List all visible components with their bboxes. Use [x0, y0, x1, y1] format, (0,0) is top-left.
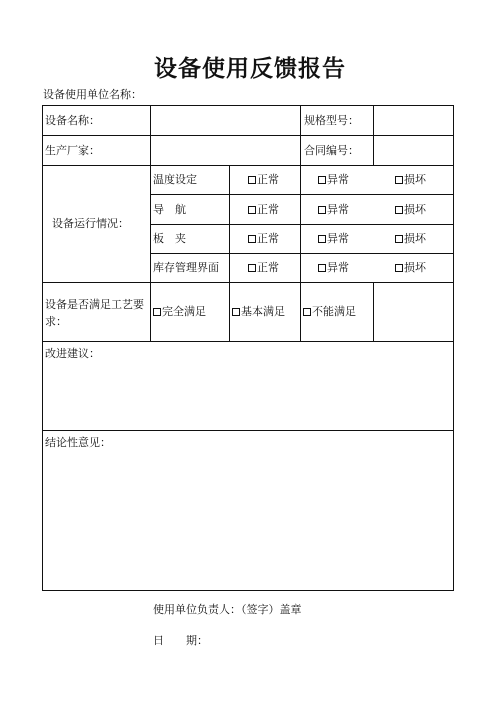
option-abnormal[interactable]: 异常 [318, 173, 349, 187]
unit-name-label: 设备使用单位名称： [43, 88, 142, 101]
option-normal[interactable]: 正常 [248, 173, 279, 187]
option-does-not-meet[interactable]: 不能满足 [303, 305, 356, 319]
option-fully-meets[interactable]: 完全满足 [153, 305, 206, 319]
page-title: 设备使用反馈报告 [154, 56, 346, 82]
option-damaged[interactable]: 损坏 [395, 261, 426, 275]
responsible-signature-label: 使用单位负责人：（签字）盖章 [153, 603, 302, 616]
checkbox-icon[interactable] [232, 308, 240, 316]
model-label: 规格型号： [304, 114, 359, 127]
device-name-label: 设备名称： [45, 114, 100, 127]
checkbox-icon[interactable] [248, 264, 256, 272]
checkbox-icon[interactable] [318, 235, 326, 243]
conclusion-label: 结论性意见： [45, 436, 111, 449]
checkbox-icon[interactable] [318, 176, 326, 184]
suggestion-label: 改进建议： [45, 347, 100, 360]
operation-item-navigation: 导 航 [153, 203, 186, 216]
operation-item-plate-clamp: 板 夹 [153, 232, 186, 245]
operation-label: 设备运行情况： [52, 217, 129, 230]
checkbox-icon[interactable] [395, 235, 403, 243]
option-basically-meets[interactable]: 基本满足 [232, 305, 285, 319]
manufacturer-label: 生产厂家： [45, 144, 100, 157]
checkbox-icon[interactable] [395, 176, 403, 184]
option-normal[interactable]: 正常 [248, 232, 279, 246]
option-damaged[interactable]: 损坏 [395, 232, 426, 246]
option-damaged[interactable]: 损坏 [395, 173, 426, 187]
option-normal[interactable]: 正常 [248, 261, 279, 275]
option-abnormal[interactable]: 异常 [318, 203, 349, 217]
checkbox-icon[interactable] [395, 206, 403, 214]
contract-no-label: 合同编号： [304, 144, 359, 157]
requirements-label: 设备是否满足工艺要求： [45, 298, 144, 328]
operation-item-inventory-ui: 库存管理界面 [153, 261, 219, 274]
checkbox-icon[interactable] [248, 176, 256, 184]
operation-item-temperature: 温度设定 [153, 173, 197, 186]
checkbox-icon[interactable] [248, 235, 256, 243]
checkbox-icon[interactable] [248, 206, 256, 214]
checkbox-icon[interactable] [318, 206, 326, 214]
date-label: 日 期： [153, 634, 208, 647]
checkbox-icon[interactable] [318, 264, 326, 272]
option-abnormal[interactable]: 异常 [318, 261, 349, 275]
checkbox-icon[interactable] [395, 264, 403, 272]
checkbox-icon[interactable] [303, 308, 311, 316]
checkbox-icon[interactable] [153, 308, 161, 316]
option-normal[interactable]: 正常 [248, 203, 279, 217]
option-abnormal[interactable]: 异常 [318, 232, 349, 246]
option-damaged[interactable]: 损坏 [395, 203, 426, 217]
